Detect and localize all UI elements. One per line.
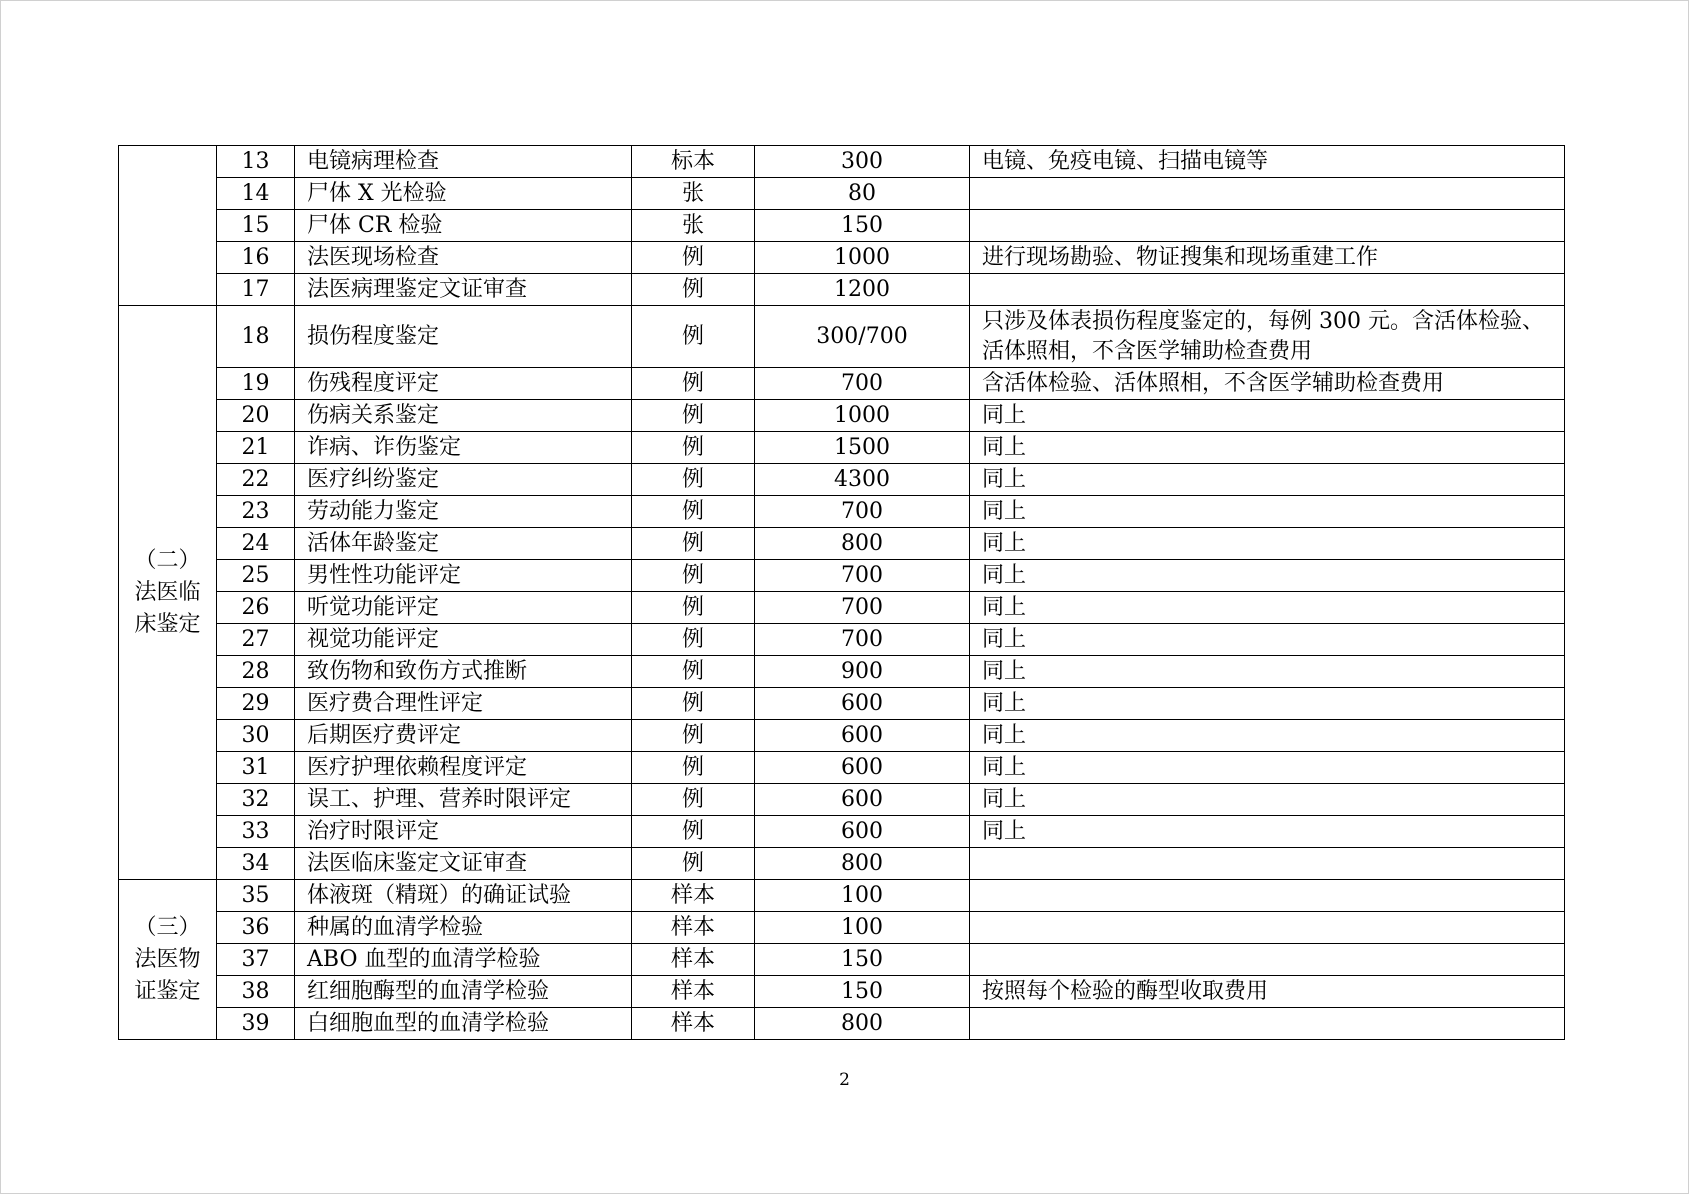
price-cell: 600	[755, 752, 970, 784]
note-cell: 同上	[970, 400, 1565, 432]
price-cell: 800	[755, 1008, 970, 1040]
note-cell: 同上	[970, 528, 1565, 560]
item-name-cell: 劳动能力鉴定	[295, 496, 632, 528]
item-number-cell: 21	[217, 432, 295, 464]
price-cell: 700	[755, 496, 970, 528]
table-row	[119, 816, 1565, 848]
item-number-cell: 26	[217, 592, 295, 624]
note-cell: 同上	[970, 816, 1565, 848]
table-row	[119, 656, 1565, 688]
item-number-cell: 16	[217, 242, 295, 274]
note-cell	[970, 1008, 1565, 1040]
page-number: 2	[839, 1070, 850, 1090]
item-number-cell: 38	[217, 976, 295, 1008]
unit-cell: 例	[632, 656, 755, 688]
unit-cell: 例	[632, 274, 755, 306]
item-number-cell: 37	[217, 944, 295, 976]
note-cell: 同上	[970, 656, 1565, 688]
unit-cell: 例	[632, 496, 755, 528]
item-name-cell: 尸体 CR 检验	[295, 210, 632, 242]
item-name-cell: 听觉功能评定	[295, 592, 632, 624]
note-cell	[970, 944, 1565, 976]
item-number-cell: 27	[217, 624, 295, 656]
price-cell: 1000	[755, 242, 970, 274]
note-cell	[970, 880, 1565, 912]
unit-cell: 例	[632, 306, 755, 368]
price-cell: 700	[755, 624, 970, 656]
table-row	[119, 432, 1565, 464]
price-cell: 100	[755, 912, 970, 944]
item-name-cell: 伤病关系鉴定	[295, 400, 632, 432]
unit-cell: 样本	[632, 880, 755, 912]
item-number-cell: 34	[217, 848, 295, 880]
price-cell: 600	[755, 720, 970, 752]
price-cell: 700	[755, 368, 970, 400]
item-number-cell: 31	[217, 752, 295, 784]
unit-cell: 例	[632, 242, 755, 274]
table-row	[119, 560, 1565, 592]
item-number-cell: 24	[217, 528, 295, 560]
unit-cell: 标本	[632, 146, 755, 178]
item-name-cell: 医疗费合理性评定	[295, 688, 632, 720]
item-number-cell: 30	[217, 720, 295, 752]
note-cell: 只涉及体表损伤程度鉴定的，每例 300 元。含活体检验、活体照相，不含医学辅助检查费用	[970, 306, 1565, 368]
price-cell: 150	[755, 210, 970, 242]
table-row	[119, 688, 1565, 720]
item-name-cell: 电镜病理检查	[295, 146, 632, 178]
item-name-cell: 体液斑（精斑）的确证试验	[295, 880, 632, 912]
table-row	[119, 976, 1565, 1008]
note-cell	[970, 912, 1565, 944]
price-cell: 700	[755, 592, 970, 624]
table-row	[119, 912, 1565, 944]
item-number-cell: 23	[217, 496, 295, 528]
price-cell: 600	[755, 784, 970, 816]
note-cell	[970, 210, 1565, 242]
item-name-cell: 医疗护理依赖程度评定	[295, 752, 632, 784]
price-cell: 150	[755, 944, 970, 976]
unit-cell: 例	[632, 688, 755, 720]
unit-cell: 样本	[632, 1008, 755, 1040]
table-row	[119, 1008, 1565, 1040]
item-number-cell: 22	[217, 464, 295, 496]
note-cell: 同上	[970, 624, 1565, 656]
fee-schedule-table	[118, 145, 1565, 1040]
item-number-cell: 39	[217, 1008, 295, 1040]
item-number-cell: 15	[217, 210, 295, 242]
note-cell: 同上	[970, 432, 1565, 464]
price-cell: 600	[755, 816, 970, 848]
table-row	[119, 178, 1565, 210]
note-cell	[970, 274, 1565, 306]
item-name-cell: ABO 血型的血清学检验	[295, 944, 632, 976]
table-row	[119, 944, 1565, 976]
item-name-cell: 种属的血清学检验	[295, 912, 632, 944]
table-row	[119, 306, 1565, 368]
price-cell: 800	[755, 848, 970, 880]
price-cell: 150	[755, 976, 970, 1008]
note-cell	[970, 178, 1565, 210]
table-row	[119, 784, 1565, 816]
item-name-cell: 男性性功能评定	[295, 560, 632, 592]
note-cell	[970, 848, 1565, 880]
table-row	[119, 368, 1565, 400]
unit-cell: 例	[632, 368, 755, 400]
price-cell: 1000	[755, 400, 970, 432]
unit-cell: 例	[632, 432, 755, 464]
note-cell: 同上	[970, 496, 1565, 528]
item-number-cell: 17	[217, 274, 295, 306]
note-cell: 同上	[970, 752, 1565, 784]
item-name-cell: 活体年龄鉴定	[295, 528, 632, 560]
item-number-cell: 28	[217, 656, 295, 688]
price-cell: 800	[755, 528, 970, 560]
note-cell: 同上	[970, 688, 1565, 720]
item-name-cell: 视觉功能评定	[295, 624, 632, 656]
unit-cell: 张	[632, 210, 755, 242]
item-name-cell: 误工、护理、营养时限评定	[295, 784, 632, 816]
unit-cell: 例	[632, 592, 755, 624]
note-cell: 同上	[970, 560, 1565, 592]
table-row	[119, 210, 1565, 242]
fee-table-body	[119, 146, 1565, 1040]
item-name-cell: 诈病、诈伤鉴定	[295, 432, 632, 464]
note-cell: 含活体检验、活体照相，不含医学辅助检查费用	[970, 368, 1565, 400]
table-row	[119, 274, 1565, 306]
table-row	[119, 752, 1565, 784]
unit-cell: 样本	[632, 912, 755, 944]
unit-cell: 例	[632, 720, 755, 752]
table-row	[119, 624, 1565, 656]
category-cell: （三）法医物证鉴定	[119, 880, 217, 1040]
item-number-cell: 19	[217, 368, 295, 400]
note-cell: 进行现场勘验、物证搜集和现场重建工作	[970, 242, 1565, 274]
item-name-cell: 医疗纠纷鉴定	[295, 464, 632, 496]
item-number-cell: 33	[217, 816, 295, 848]
unit-cell: 例	[632, 560, 755, 592]
table-row	[119, 848, 1565, 880]
price-cell: 900	[755, 656, 970, 688]
unit-cell: 例	[632, 400, 755, 432]
item-name-cell: 伤残程度评定	[295, 368, 632, 400]
item-number-cell: 32	[217, 784, 295, 816]
note-cell: 同上	[970, 464, 1565, 496]
item-number-cell: 14	[217, 178, 295, 210]
item-name-cell: 致伤物和致伤方式推断	[295, 656, 632, 688]
note-cell: 同上	[970, 784, 1565, 816]
unit-cell: 例	[632, 528, 755, 560]
price-cell: 4300	[755, 464, 970, 496]
item-number-cell: 36	[217, 912, 295, 944]
item-number-cell: 20	[217, 400, 295, 432]
item-name-cell: 法医临床鉴定文证审查	[295, 848, 632, 880]
price-cell: 600	[755, 688, 970, 720]
table-row	[119, 592, 1565, 624]
unit-cell: 例	[632, 848, 755, 880]
item-name-cell: 法医现场检查	[295, 242, 632, 274]
price-cell: 1500	[755, 432, 970, 464]
unit-cell: 例	[632, 752, 755, 784]
unit-cell: 例	[632, 464, 755, 496]
item-number-cell: 18	[217, 306, 295, 368]
table-row	[119, 400, 1565, 432]
unit-cell: 例	[632, 816, 755, 848]
item-name-cell: 治疗时限评定	[295, 816, 632, 848]
price-cell: 700	[755, 560, 970, 592]
note-cell: 电镜、免疫电镜、扫描电镜等	[970, 146, 1565, 178]
unit-cell: 样本	[632, 944, 755, 976]
unit-cell: 例	[632, 624, 755, 656]
item-name-cell: 后期医疗费评定	[295, 720, 632, 752]
table-row	[119, 528, 1565, 560]
item-name-cell: 红细胞酶型的血清学检验	[295, 976, 632, 1008]
price-cell: 300	[755, 146, 970, 178]
item-name-cell: 法医病理鉴定文证审查	[295, 274, 632, 306]
item-number-cell: 29	[217, 688, 295, 720]
table-row	[119, 880, 1565, 912]
table-row	[119, 720, 1565, 752]
note-cell: 同上	[970, 720, 1565, 752]
item-name-cell: 尸体 X 光检验	[295, 178, 632, 210]
price-cell: 80	[755, 178, 970, 210]
unit-cell: 例	[632, 784, 755, 816]
table-row	[119, 242, 1565, 274]
table-row	[119, 146, 1565, 178]
price-cell: 300/700	[755, 306, 970, 368]
unit-cell: 样本	[632, 976, 755, 1008]
note-cell: 同上	[970, 592, 1565, 624]
category-cell: （二）法医临床鉴定	[119, 306, 217, 880]
table-row	[119, 496, 1565, 528]
item-number-cell: 25	[217, 560, 295, 592]
item-number-cell: 13	[217, 146, 295, 178]
table-row	[119, 464, 1565, 496]
unit-cell: 张	[632, 178, 755, 210]
price-cell: 100	[755, 880, 970, 912]
item-name-cell: 损伤程度鉴定	[295, 306, 632, 368]
item-number-cell: 35	[217, 880, 295, 912]
price-cell: 1200	[755, 274, 970, 306]
category-cell	[119, 146, 217, 306]
item-name-cell: 白细胞血型的血清学检验	[295, 1008, 632, 1040]
note-cell: 按照每个检验的酶型收取费用	[970, 976, 1565, 1008]
